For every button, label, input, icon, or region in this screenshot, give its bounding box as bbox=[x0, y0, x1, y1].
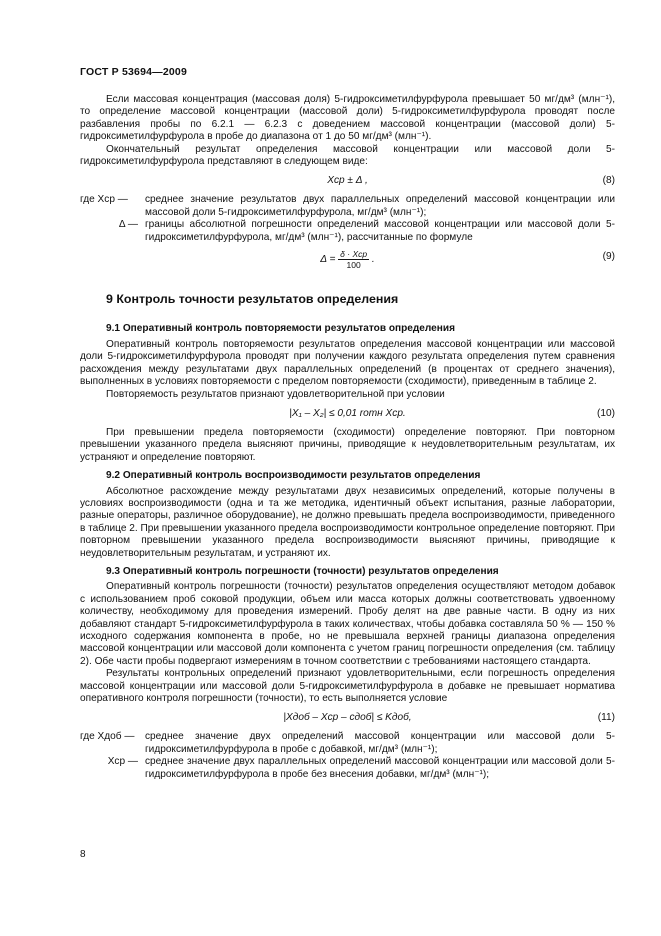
paragraph-9-1-c: При превышении предела повторяемости (сходимости) определение повторяют. При повторном превышении указанного предела выясняют причины, приводящие к неудовлетворительным результатам, их устраняют и определение повторяют. bbox=[80, 426, 615, 463]
definition-xcp-2-text: среднее значение двух параллельных определений массовой концентрации или массовой доли 5-гидроксиметилфурфурола в пробе без внесения добавки, мг/дм³ (млн⁻¹); bbox=[145, 756, 615, 780]
section-9-3-heading: 9.3 Оперативный контроль погрешности (точности) результатов определения bbox=[106, 565, 499, 577]
equation-11-formula: |Xдоб – Xср – cдоб| ≤ Kдоб, bbox=[283, 712, 412, 724]
equation-10-formula: |X₁ – X₂| ≤ 0,01 rотн Xср. bbox=[289, 407, 406, 419]
equation-9-fraction bbox=[338, 249, 369, 270]
equation-9 bbox=[80, 247, 615, 277]
definition-xdob-label: где Xдоб — bbox=[80, 731, 135, 743]
page-number: 8 bbox=[80, 849, 86, 860]
equation-9-denominator: 100 bbox=[346, 260, 361, 271]
definition-xdob bbox=[80, 731, 615, 756]
definition-xcp bbox=[80, 194, 615, 219]
equation-8-formula: Xср ± Δ , bbox=[327, 175, 368, 187]
paragraph-9-2: Абсолютное расхождение между результатами двух независимых определений, которые получены в условиях воспроизводимости (одна и та же методика, идентичный объект испытания, разные лаборатории, разные операторы, различное оборудование), не должно превышать предела воспроизводимости, приведенного в таблице 2. При превышении указанного предела воспроизводимости контрольное определение повторяют. При повторном превышении указанного предела воспроизводимости выясняют причины, приводящие к неудовлетворительным результатам, и устраняют их. bbox=[80, 485, 615, 559]
equation-9-lhs: Δ = bbox=[320, 254, 336, 266]
paragraph-9-3-a: Оперативный контроль погрешности (точности) результатов определения осуществляют методом добавок с использованием проб соковой продукции, объем или масса которых должны соответствовать удвоенному количеству, необходимому для проведения измерений. Пробу делят на две равные части. В одну из них добавляют стандарт 5-гидроксиметилфурфурола в таких количествах, чтобы добавка составляла 50 % — 150 % исходного содержания компонента в пробе, но не превышала верхней границы диапазона определения массовой концентрации или массовой доли компонента с учетом границ погрешности определения (см. таблицу 2). Обе части пробы подвергают измерениям в точном соответствии с требованиями настоящего стандарта. bbox=[80, 581, 615, 667]
equation-10 bbox=[80, 404, 615, 424]
paragraph-9-3-b: Результаты контрольных определений признают удовлетворительными, если погрешность определения массовой концентрации или массовой доли 5-гидроксиметилфурфурола в добавке не превышает норматива оперативного контроля погрешности (точности), то есть выполняется условие bbox=[80, 668, 615, 705]
paragraph-9-1-a: Оперативный контроль повторяемости результатов определения массовой концентрации или массовой доли 5-гидроксиметилфурфурола проводят при получении каждого результата определения путем сравнения расхождения между результатами двух параллельных определений (в процентах от среднего значения), выполненных в условиях повторяемости с пределом повторяемости (сходимости), приведенным в таблице 2. bbox=[80, 338, 615, 388]
equation-9-tail: . bbox=[371, 254, 375, 266]
paragraph-final-result: Окончательный результат определения массовой концентрации или массовой доли 5-гидроксиметилфурфурола представляют в следующем виде: bbox=[80, 143, 615, 168]
equation-9-number: (9) bbox=[602, 251, 615, 263]
equation-8-number: (8) bbox=[602, 175, 615, 187]
equation-10-number: (10) bbox=[597, 407, 615, 419]
definition-delta-label: Δ — bbox=[118, 219, 138, 231]
equation-9-numerator: δ · Xср bbox=[340, 249, 368, 260]
definition-xcp-2-label: Xср — bbox=[107, 756, 138, 768]
definition-delta bbox=[80, 219, 615, 244]
definition-xdob-text: среднее значение двух определений массовой концентрации или массовой доли 5-гидроксиметилфурфурола в пробе с добавкой, мг/дм³ (млн⁻¹); bbox=[145, 731, 615, 755]
equation-11 bbox=[80, 708, 615, 728]
section-9-1-heading: 9.1 Оперативный контроль повторяемости результатов определения bbox=[106, 323, 455, 335]
equation-11-number: (11) bbox=[597, 712, 615, 724]
definition-xcp-label: где Xср — bbox=[80, 194, 128, 206]
document-header: ГОСТ Р 53694—2009 bbox=[80, 66, 188, 78]
section-9-heading: 9 Контроль точности результатов определения bbox=[106, 292, 399, 307]
paragraph-dilution: Если массовая концентрация (массовая доля) 5-гидроксиметилфурфурола превышает 50 мг/дм³ (млн⁻¹), то определение массовой концентрации (массовой доли) 5-гидроксиметилфурфурола проводят после разбавления пробы по 6.2.1 — 6.2.3 с доведением массовой концентрации (массовой доли) 5-гидроксиметилфурфурола в пробе до диапазона от 1 до 50 мг/дм³ (млн⁻¹). bbox=[80, 94, 615, 143]
definition-xcp-text: среднее значение результатов двух параллельных определений массовой концентрации или массовой доли 5-гидроксиметилфурфурола, мг/дм³ (млн⁻¹); bbox=[145, 194, 615, 218]
document-body bbox=[80, 94, 615, 781]
section-9-2-heading: 9.2 Оперативный контроль воспроизводимости результатов определения bbox=[106, 470, 481, 482]
definition-delta-text: границы абсолютной погрешности определений массовой концентрации или массовой доли 5-гидроксиметилфурфурола, мг/дм³ (млн⁻¹), рассчитанные по формуле bbox=[145, 219, 615, 243]
definition-xcp-2 bbox=[80, 756, 615, 781]
equation-9-formula bbox=[80, 249, 615, 270]
paragraph-9-1-b: Повторяемость результатов признают удовлетворительной при условии bbox=[106, 388, 445, 400]
equation-8 bbox=[80, 171, 615, 191]
